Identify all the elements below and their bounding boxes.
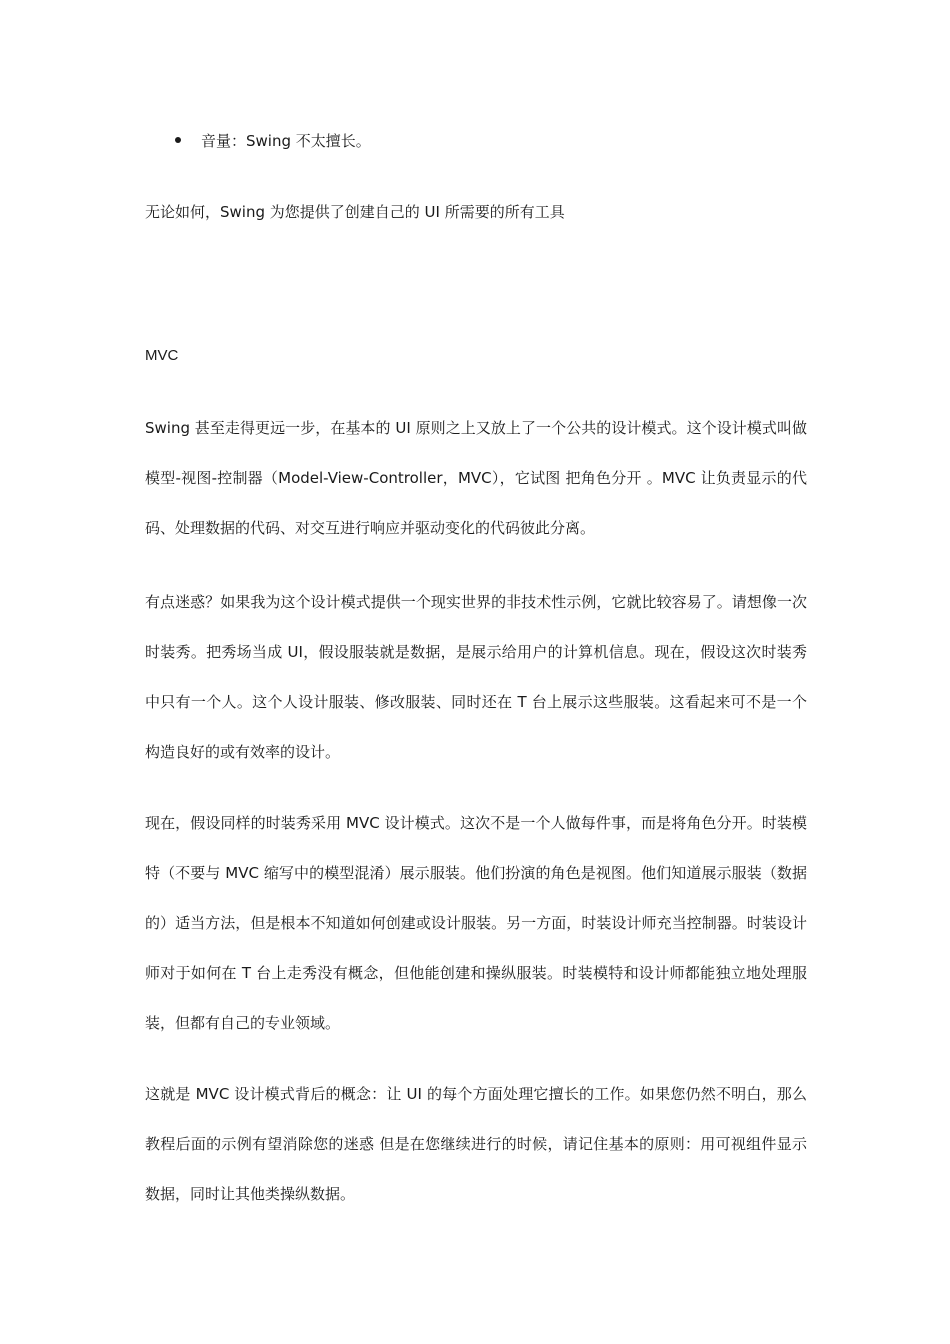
paragraph-3: 现在，假设同样的时装秀采用 MVC 设计模式。这次不是一个人做每件事，而是将角色分开。时装模特（不要与 MVC 缩写中的模型混淆）展示服装。他们扮演的角色是视图。他们知道展示服装（数据的）适当方法，但是根本不知道如何创建或设计服装。另一方面，时装设计师充当控制器。时装设计师对于如何在 T 台上走秀没有概念，但他能创建和操纵服装。时装模特和设计师都能独立地处理服装，但都有自己的专业领域。 — [145, 814, 807, 1032]
bullet-dot-icon — [175, 137, 181, 143]
bullet-item — [175, 129, 371, 153]
bullet-text: 音量：Swing 不太擅长。 — [201, 132, 371, 150]
summary-line: 无论如何，Swing 为您提供了创建自己的 UI 所需要的所有工具 — [145, 203, 565, 221]
paragraph-2: 有点迷惑？如果我为这个设计模式提供一个现实世界的非技术性示例，它就比较容易了。请想像一次时装秀。把秀场当成 UI，假设服装就是数据，是展示给用户的计算机信息。现在，假设这次时装秀中只有一个人。这个人设计服装、修改服装、同时还在 T 台上展示这些服装。这看起来可不是一个构造良好的或有效率的设计。 — [145, 593, 807, 761]
section-title: MVC — [145, 347, 179, 364]
paragraph-4: 这就是 MVC 设计模式背后的概念：让 UI 的每个方面处理它擅长的工作。如果您仍然不明白，那么教程后面的示例有望消除您的迷惑 但是在您继续进行的时候，请记住基本的原则：用可视组件显示数据，同时让其他类操纵数据。 — [145, 1085, 807, 1203]
paragraph-1: Swing 甚至走得更远一步，在基本的 UI 原则之上又放上了一个公共的设计模式。这个设计模式叫做模型-视图-控制器（Model-View-Controller，MVC），它试图 把角色分开 。MVC 让负责显示的代码、处理数据的代码、对交互进行响应并驱动变化的代码彼此分离。 — [145, 419, 807, 537]
